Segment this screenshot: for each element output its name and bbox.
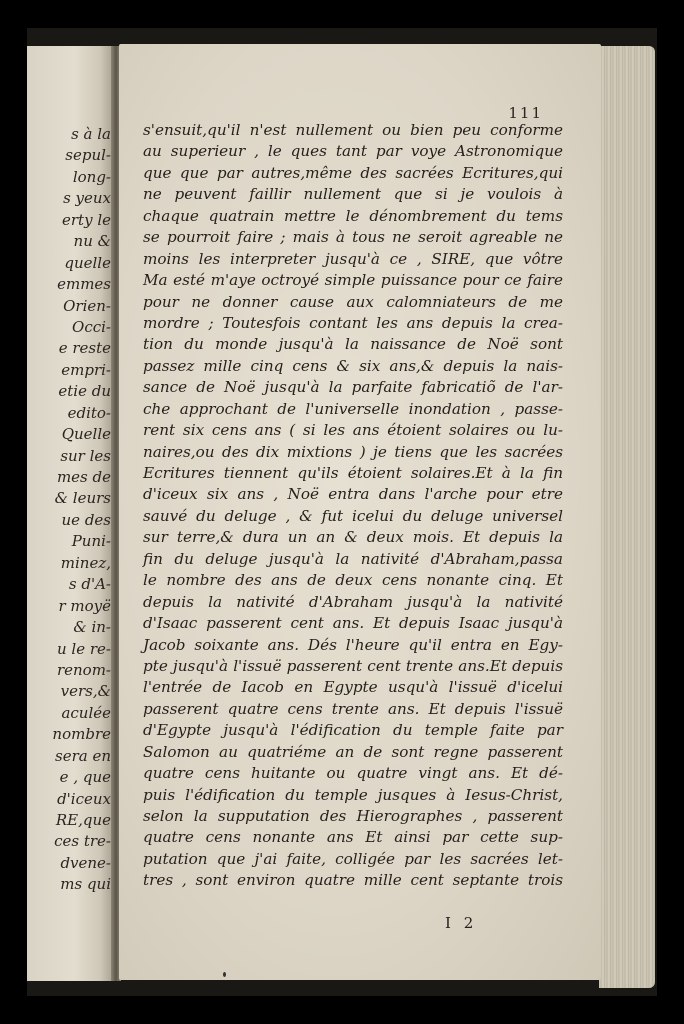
left-page-line: dvene- — [60, 853, 111, 872]
text-line: moins les interpreter jusqu'à ce , SIRE, que vôtre — [143, 249, 563, 268]
text-line: d'Egypte jusqu'à l'édification du temple faite par — [143, 721, 563, 740]
text-line: tion du monde jusqu'à la naissance de Noë sont — [143, 335, 563, 354]
text-line: Ma esté m'aye octroyé simple puissance pour ce faire — [143, 271, 563, 290]
left-page-line: minez, — [60, 553, 111, 572]
left-page-line: ue des — [61, 510, 111, 529]
signature-mark: I 2 — [445, 914, 478, 932]
left-page-line: Quelle — [61, 425, 111, 444]
text-line: quatre cens huitante ou quatre vingt ans. Et dé- — [143, 764, 563, 783]
text-line: d'Isaac passerent cent ans. Et depuis Isaac jusqu'à — [143, 614, 563, 633]
left-page-line: & leurs — [54, 489, 111, 508]
text-line: Salomon au quatriéme an de sont regne passerent — [143, 742, 563, 761]
left-page-line: Occi- — [72, 317, 111, 336]
text-line: che approchant de l'universelle inondation , passe- — [143, 399, 563, 418]
left-page-line: s d'A- — [68, 575, 111, 594]
text-line: naires,ou des dix mixtions ) je tiens que les sacrées — [143, 442, 563, 461]
text-line: passez mille cinq cens & six ans,& depuis la nais- — [143, 356, 563, 375]
text-line: sauvé du deluge , & fut icelui du deluge universel — [143, 506, 563, 525]
left-page-line: edito- — [67, 403, 111, 422]
left-page-line: empri- — [61, 360, 111, 379]
left-page-line: nu & — [73, 232, 111, 251]
text-line: le nombre des ans de deux cens nonante cinq. Et — [143, 571, 563, 590]
text-line: fin du deluge jusqu'à la nativité d'Abraham,passa — [143, 549, 563, 568]
text-line: selon la supputation des Hierographes , passerent — [143, 807, 563, 825]
text-line: se pourroit faire ; mais à tous ne seroit agreable ne — [143, 228, 563, 247]
left-page-line: aculée — [61, 703, 111, 722]
left-page — [27, 46, 113, 981]
left-page-line: sepul- — [65, 146, 111, 165]
text-line: d'iceux six ans , Noë entra dans l'arche pour etre — [143, 485, 563, 504]
left-page-line: etie du — [58, 382, 111, 401]
left-page-line: u le re- — [57, 639, 111, 658]
text-line: mordre ; Toutesfois contant les ans depuis la crea- — [143, 313, 563, 332]
ink-speck — [223, 972, 226, 977]
left-page-line: vers,& — [60, 682, 111, 701]
text-line: au superieur , le ques tant par voye Astronomique — [143, 142, 563, 161]
page-edges — [599, 46, 655, 988]
left-page-line: mes de — [56, 468, 111, 486]
right-page — [119, 44, 601, 980]
left-page-line: emmes — [57, 275, 111, 294]
open-book — [27, 28, 657, 996]
text-line: pte jusqu'à l'issuë passerent cent trente ans.Et depuis — [143, 656, 563, 675]
left-page-line: e reste — [58, 339, 111, 358]
text-line: sur terre,& dura un an & deux mois. Et depuis la — [143, 528, 563, 547]
left-page-line: nombre — [52, 725, 111, 744]
left-page-line: sera en — [55, 746, 111, 765]
text-line: chaque quatrain mettre le dénombrement du tems — [143, 206, 563, 225]
left-page-line: ces tre- — [54, 832, 111, 851]
left-page-line: r moyë — [58, 596, 111, 615]
text-line: Ecritures tiennent qu'ils étoient solaires.Et à la fin — [143, 464, 563, 482]
text-line: passerent quatre cens trente ans. Et depuis l'issuë — [143, 699, 563, 718]
left-page-line: sur les — [60, 446, 111, 465]
left-page-line: s à la — [71, 125, 111, 143]
left-page-line: quelle — [64, 253, 111, 272]
text-line: sance de Noë jusqu'à la parfaite fabricatiõ de l'ar- — [143, 378, 563, 397]
left-page-line: e , que — [59, 768, 111, 787]
text-line: Jacob soixante ans. Dés l'heure qu'il entra en Egy- — [143, 635, 563, 654]
left-page-line: Orien- — [63, 296, 111, 315]
left-page-line: RE,que — [55, 811, 111, 829]
page-number: 111 — [508, 104, 543, 122]
text-line: quatre cens nonante ans Et ainsi par cette sup- — [143, 828, 563, 847]
left-page-line: s yeux — [63, 189, 111, 208]
text-line: que que par autres,même des sacrées Ecritures,qui — [143, 163, 563, 182]
left-page-text — [27, 124, 111, 896]
text-line: putation que j'ai faite, colligée par les sacrées let- — [143, 849, 563, 868]
left-page-line: erty le — [62, 210, 111, 229]
text-line: puis l'édification du temple jusques à Iesus-Christ, — [143, 785, 563, 804]
left-page-line: & in- — [73, 618, 111, 637]
body-text — [143, 120, 563, 892]
text-line: s'ensuit,qu'il n'est nullement ou bien peu conforme — [143, 121, 563, 139]
text-line: ne peuvent faillir nullement que si je voulois à — [143, 185, 563, 204]
left-page-line: d'iceux — [57, 789, 111, 808]
left-page-line: ms qui — [60, 875, 111, 894]
left-page-line: renom- — [56, 660, 111, 679]
left-page-line: long- — [72, 167, 111, 186]
text-line: tres , sont environ quatre mille cent septante trois — [143, 871, 563, 890]
text-line: depuis la nativité d'Abraham jusqu'à la nativité — [143, 592, 563, 611]
text-line: pour ne donner cause aux calomniateurs de me — [143, 292, 563, 311]
text-line: l'entrée de Iacob en Egypte usqu'à l'issuë d'icelui — [143, 678, 563, 697]
text-line: rent six cens ans ( si les ans étoient solaires ou lu- — [143, 421, 563, 440]
left-page-line: Puni- — [71, 532, 111, 551]
